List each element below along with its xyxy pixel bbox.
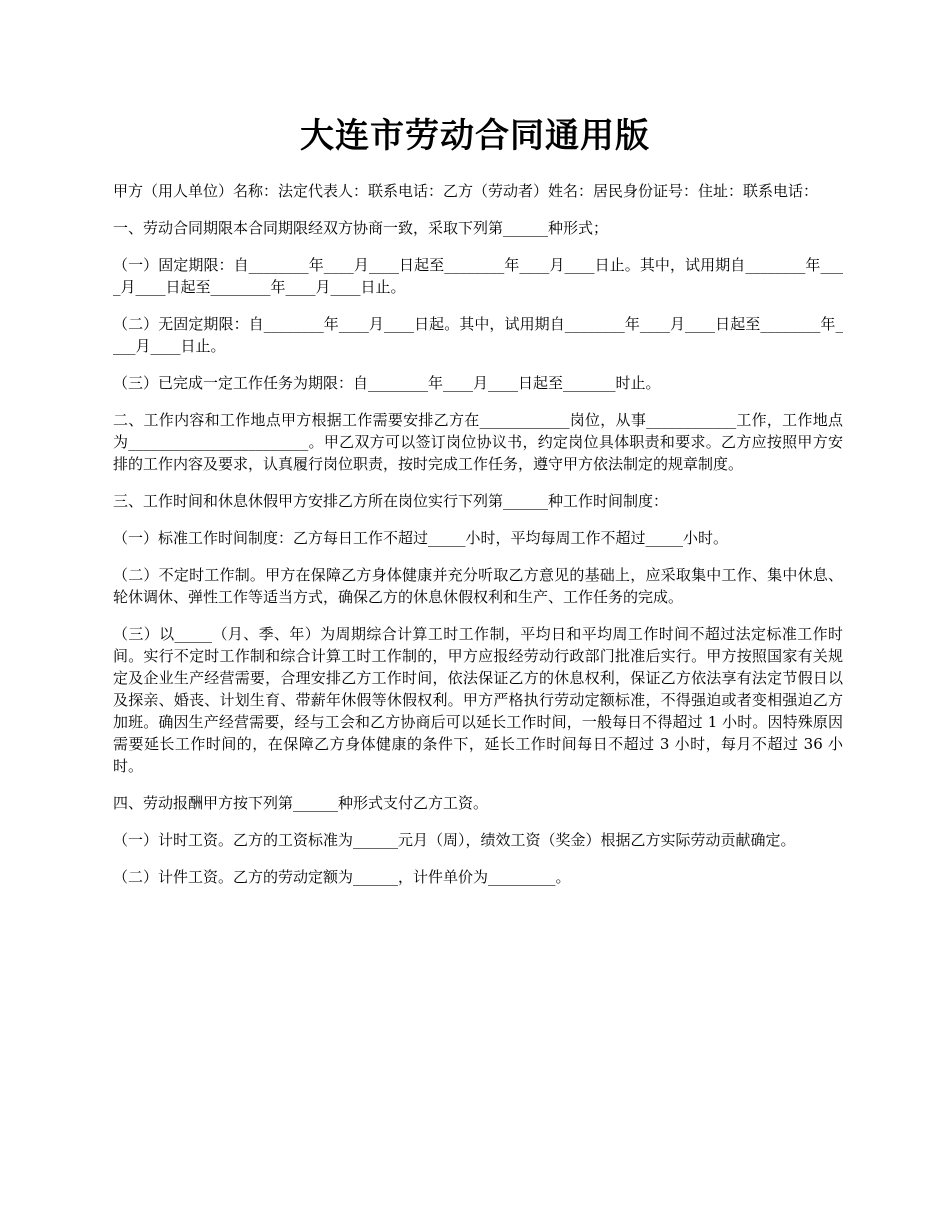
contract-term-heading: 一、劳动合同期限本合同期限经双方协商一致，采取下列第______种形式； <box>113 219 609 237</box>
party-info-paragraph: 甲方（用人单位）名称：法定代表人：联系电话：乙方（劳动者）姓名：居民身份证号：住址：联系电话： <box>113 182 819 200</box>
work-hours-heading: 三、工作时间和休息休假甲方安排乙方所在岗位实行下列第______种工作时间制度： <box>113 492 669 510</box>
piece-wage-paragraph: （二）计件工资。乙方的劳动定额为______，计件单价为_________。 <box>113 868 571 886</box>
work-content-paragraph: 二、工作内容和工作地点甲方根据工作需要安排乙方在____________岗位，从事____________工作，工作地点为________________________。甲乙双方可以签订岗位协议书，约定岗位具体职责和要求。乙方应按照甲方安排的工作内容及要求，认真履行岗位职责，按时完成工作任务，遵守甲方依法制定的规章制度。 <box>113 411 843 473</box>
fixed-term-paragraph: （一）固定期限：自________年____月____日起至________年____月____日止。其中，试用期自________年____月____日起至________年____月____日止。 <box>113 256 843 296</box>
document-body <box>113 180 843 903</box>
comprehensive-hours-paragraph: （三）以_____（月、季、年）为周期综合计算工时工作制，平均日和平均周工作时间不超过法定标准工作时间。实行不定时工作制和综合计算工时工作制的，甲方应报经劳动行政部门批准后实行。甲方按照国家有关规定及企业生产经营需要，合理安排乙方工作时间，依法保证乙方的休息权利，保证乙方依法享有法定节假日以及探亲、婚丧、计划生育、带薪年休假等休假权利。甲方严格执行劳动定额标准，不得强迫或者变相强迫乙方加班。确因生产经营需要，经与工会和乙方协商后可以延长工作时间，一般每日不得超过 1 小时。因特殊原因需要延长工作时间的，在保障乙方身体健康的条件下，延长工作时间每日不超过 3 小时，每月不超过 36 小时。 <box>113 625 843 775</box>
flexible-hours-paragraph: （二）不定时工作制。甲方在保障乙方身体健康并充分听取乙方意见的基础上，应采取集中工作、集中休息、轮休调休、弹性工作等适当方式，确保乙方的休息休假权利和生产、工作任务的完成。 <box>113 566 843 606</box>
standard-hours-paragraph: （一）标准工作时间制度：乙方每日工作不超过_____小时，平均每周工作不超过_____小时。 <box>113 529 729 547</box>
open-term-paragraph: （二）无固定期限：自________年____月____日起。其中，试用期自________年____月____日起至________年____月____日止。 <box>113 315 843 355</box>
document-title: 大连市劳动合同通用版 <box>300 116 650 156</box>
remuneration-heading: 四、劳动报酬甲方按下列第______种形式支付乙方工资。 <box>113 794 489 812</box>
time-wage-paragraph: （一）计时工资。乙方的工资标准为______元月（周），绩效工资（奖金）根据乙方实际劳动贡献确定。 <box>113 831 796 849</box>
task-term-paragraph: （三）已完成一定工作任务为期限：自________年____月____日起至_______时止。 <box>113 374 661 392</box>
